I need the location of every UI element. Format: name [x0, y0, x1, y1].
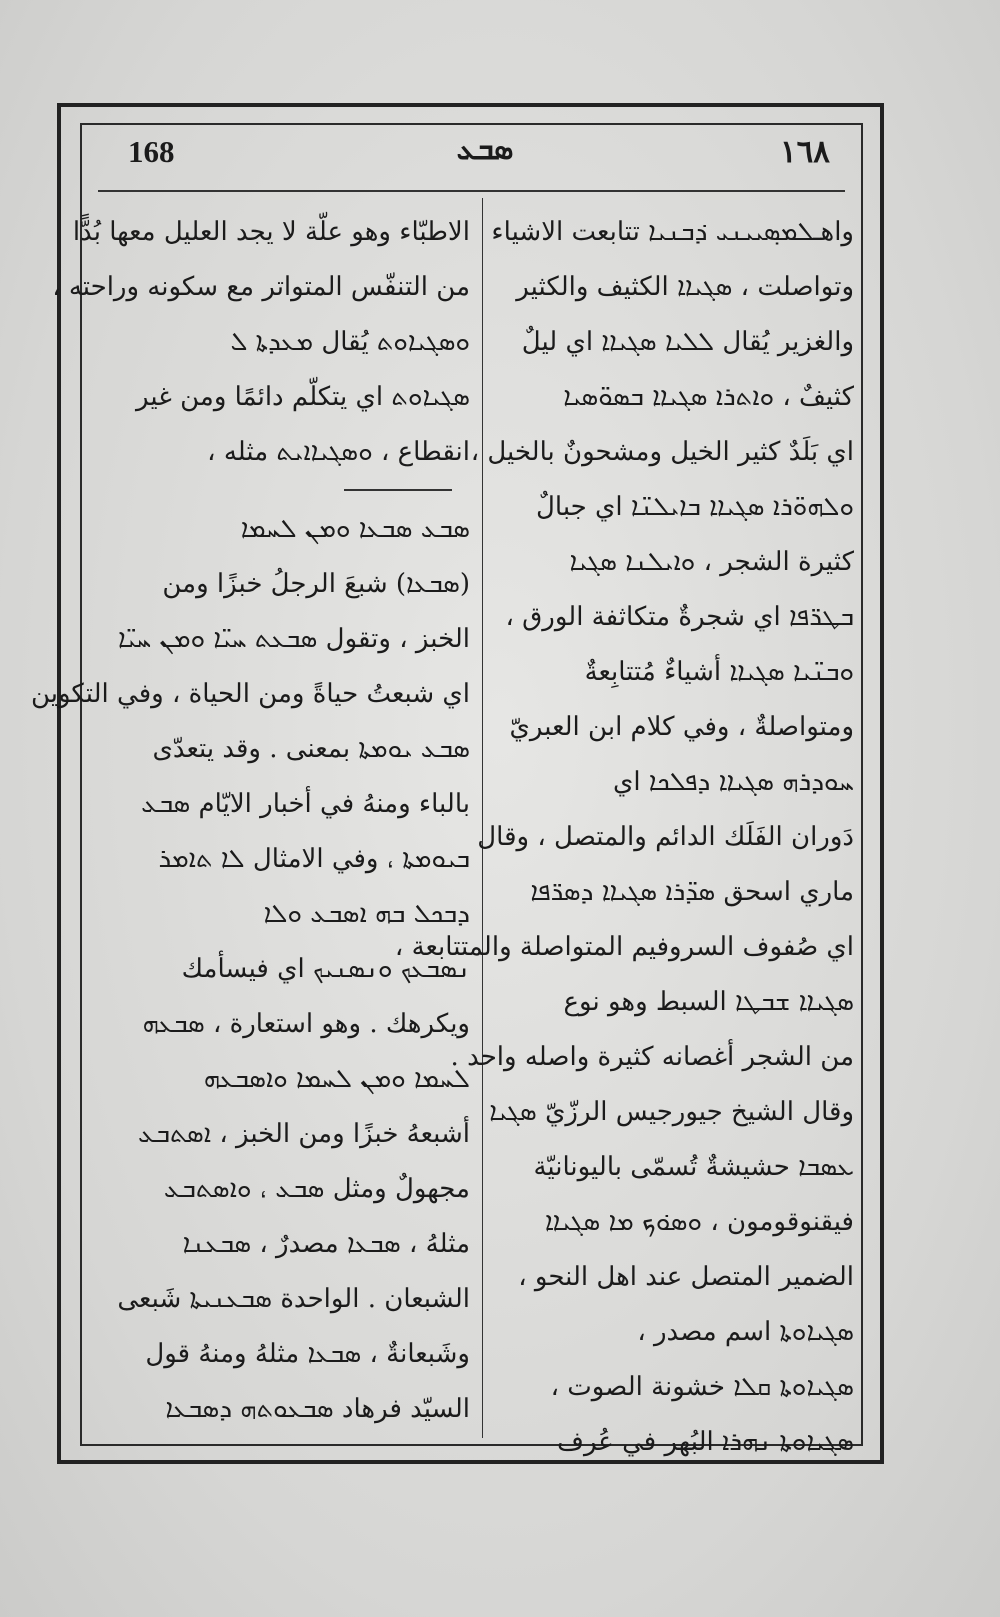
text-line: ومتواصلةٌ ، وفي كلام ابن العبريّ: [509, 712, 854, 742]
text-line: ويكرهك . وهو استعارة ، ܣܒܥܗ: [142, 1009, 470, 1039]
text-line: ܣܓܝܐܘܬܐ ܩܠܐ خشونة الصوت ،: [550, 1372, 854, 1402]
text-line: ܚܘܕܪܗ ܣܓܝܐܐ ܕܦܠܟܐ اي: [612, 767, 854, 797]
text-line: ܣܓܝܐܘܬܐ ܢܗܪܐ البُهر في عُرف: [557, 1427, 854, 1457]
left-text-column: [30, 205, 470, 1437]
text-line: ܒܝܘܡܬܐ ، وفي الامثال ܠܐ ܬܐܡܪ: [158, 844, 470, 874]
text-line: وقال الشيخ جيورجيس الرزّيّ ܣܓܝܐ: [489, 1097, 854, 1127]
text-line: أشبعهُ خبزًا ومن الخبز ، ܐܣܬܒܥ: [137, 1119, 470, 1149]
text-line: وتواصلت ، ܣܓܝܐܐ الكثيف والكثير: [516, 272, 854, 302]
page-number-arabic: ١٦٨: [780, 134, 830, 170]
text-line: من الشجر أغصانه كثيرة واصله واحد .: [450, 1042, 854, 1072]
text-line: الضمير المتصل عند اهل النحو ،: [518, 1262, 854, 1292]
text-line: ܣܓܝܐܘܬܐ اسم مصدر ،: [637, 1317, 854, 1347]
text-line: كثيفٌ ، ܘܐܬܪܐ ܣܓܝܐܐ ܒܣܘ̈ܣܝܐ: [563, 382, 854, 412]
entry-heading: ܣܒܥ ܣܒܥܐ ܘܡܢ ܠܚܡܐ: [240, 514, 470, 544]
text-line: ܣܓܝܐܘܬ اي يتكلّم دائمًا ومن غير: [136, 382, 470, 412]
text-line: الخبز ، وتقول ܣܒܥܬ ܚܝ̈ܐ ܘܡܢ ܚܝ̈ܐ: [117, 624, 470, 654]
text-line: ܥܣܒܐ حشيشةٌ تُسمّى باليونانيّة: [533, 1152, 854, 1182]
text-line: كثيرة الشجر ، ܘܐܝܠܢܐ ܣܓܝܐ: [569, 547, 854, 577]
text-line: ܣܒܥ ܝܘܡܬܐ بمعنى . وقد يتعدّى: [152, 734, 470, 764]
text-line: ماري اسحق ܣܕ̈ܪܐ ܣܓܝܐܐ ܕܣܪ̈ܦܐ: [530, 877, 854, 907]
text-line: من التنفّس المتواتر مع سكونه وراحته ،: [52, 272, 470, 302]
right-text-column: [394, 205, 854, 1470]
text-line: دَوران الفَلَك الدائم والمتصل ، وقال: [477, 822, 854, 852]
text-line: الشبعان . الواحدة ܣܒܥܢܝܬܐ شَبعى: [117, 1284, 470, 1314]
text-line: السيّد فرهاد ܣܒܥܘܬܗ ܕܣܒܥܐ: [165, 1394, 470, 1424]
text-line: ܒܛܪ̈ܦܐ اي شجرةٌ متكاثفة الورق ،: [505, 602, 854, 632]
header-rule: [98, 190, 845, 192]
text-line: وشَبعانةٌ ، ܣܒܥܐ مثلهُ ومنهُ قول: [145, 1339, 470, 1369]
text-line: ܠܚܡܐ ܘܡܢ ܠܚܡܐ ܘܐܣܒܥܗ: [203, 1064, 470, 1094]
text-line: اي شبعتُ حياةً ومن الحياة ، وفي التكوين: [30, 679, 470, 709]
text-line: بالباء ومنهُ في أخبار الايّام ܣܒܥ: [141, 789, 470, 819]
text-line: اي بَلَدٌ كثير الخيل ومشحونٌ بالخيل ،: [470, 437, 854, 467]
text-line: ܕܒܟܠ ܒܗ ܐܣܒܥ ܘܠܐ: [263, 899, 470, 929]
text-line: انقطاع ، ܘܣܓܝܐܐܝܬ مثله ،: [207, 437, 470, 467]
text-line: اي صُفوف السروفيم المتواصلة والمتتابعة ،: [394, 932, 854, 962]
text-line: واهـܠܡܣ݂ܝܝܢܝ ܕ݁ܒܢܝܐ تتابعت الاشياء: [491, 217, 854, 247]
text-line: ܢܣܒܥܟ ܘܢܣܢܝܟ اي فيسأمك: [181, 954, 470, 984]
text-line: ܘܠܗܘ̈ܪܐ ܣܓܝܐܐ ܒܐܝܠܢ̈ܐ اي جبالٌ: [536, 492, 854, 522]
section-divider-rule: [92, 480, 470, 502]
running-header-word: ܣܒܥ: [456, 132, 514, 167]
text-line: والغزير يُقال ܠܠܝܐ ܣܓܝܐܐ اي ليلٌ: [521, 327, 854, 357]
text-line: مثلهُ ، ܣܒܥܐ مصدرٌ ، ܣܒܥܢܐ: [182, 1229, 470, 1259]
text-line: الاطبّاء وهو علّة لا يجد العليل معها بُدًّا: [72, 217, 470, 247]
text-line: ܘܣܓܝܐܘܬ يُقال ܡܥܕܬܐ ܠ: [230, 327, 470, 357]
text-line: مجهولٌ ومثل ܣܒܥ ، ܘܐܣܬܒܥ: [163, 1174, 470, 1204]
text-line: ܣܓܝܐܐ ܫܒܛܐ السبط وهو نوع: [563, 987, 854, 1017]
text-line: (ܣܒܥܐ) شبعَ الرجلُ خبزًا ومن: [162, 569, 470, 599]
text-line: فيقنوقومون ، ܘܣܘ݁ܟ ܡܐ ܣܓܝܐܐ: [544, 1207, 854, 1237]
text-line: ܘܒܢ̈ܝܐ ܣܓܝܐܐ أشياءٌ مُتتابِعةٌ: [584, 657, 854, 687]
page-number-latin: 168: [128, 134, 175, 169]
